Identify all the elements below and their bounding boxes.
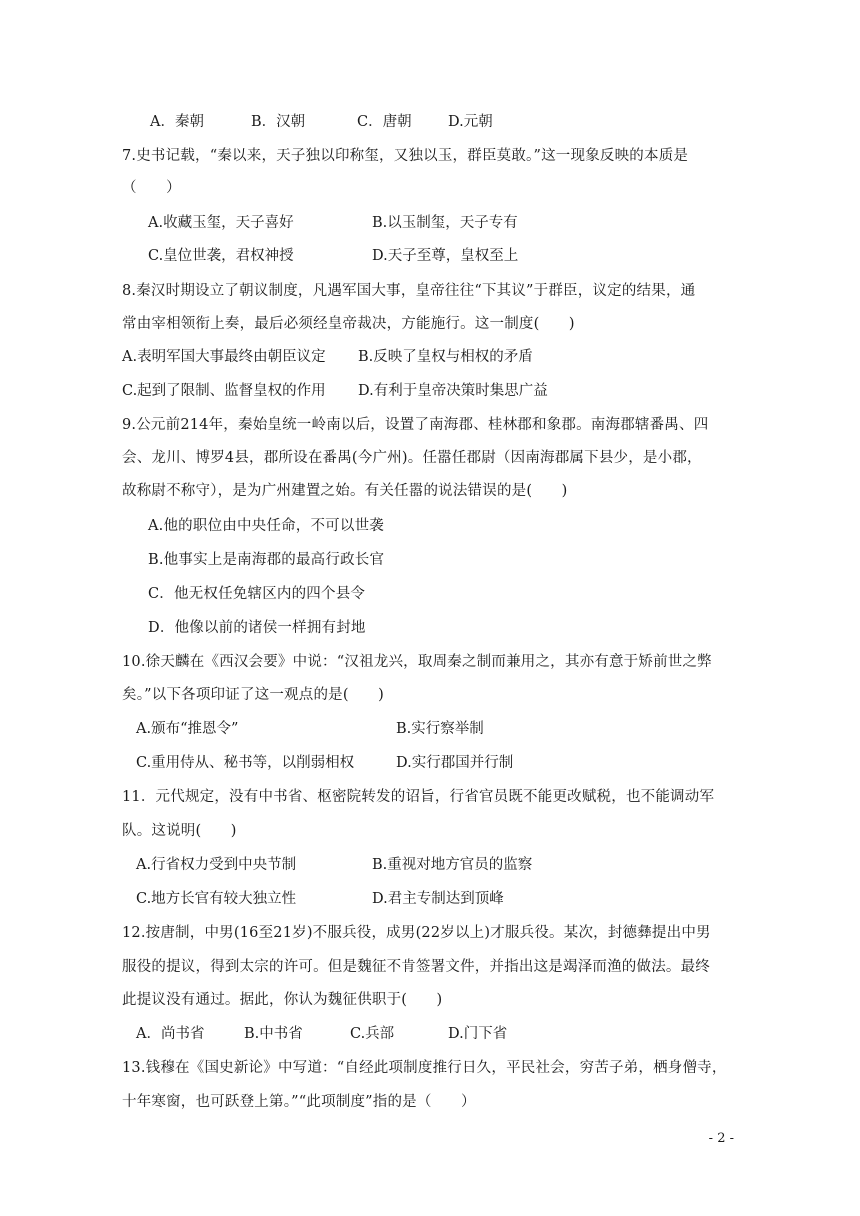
q8-option-b: B.反映了皇权与相权的矛盾 — [358, 349, 533, 365]
q9-stem-line-2: 会、龙川、博罗4县，郡所设在番禺(今广州)。任嚣任郡尉（因南海郡属下县少，是小郡， — [122, 450, 702, 466]
page-number: - 2 - — [708, 1131, 734, 1146]
q13-stem-line-2: 十年寒窗，也可跃登上第。”“此项制度”指的是（ ） — [122, 1094, 476, 1110]
q9-stem-line-1: 9.公元前214年，秦始皇统一岭南以后，设置了南海郡、桂林郡和象郡。南海郡辖番禺、四 — [122, 417, 709, 433]
q10-option-c: C.重用侍从、秘书等，以削弱相权 — [136, 755, 355, 771]
q6-option-d: D.元朝 — [448, 114, 493, 130]
q11-option-a: A.行省权力受到中央节制 — [136, 857, 297, 873]
q9-option-c: C．他无权任免辖区内的四个县令 — [148, 586, 366, 602]
q10-option-b: B.实行察举制 — [396, 721, 484, 737]
q11-option-d: D.君主专制达到顶峰 — [372, 891, 504, 907]
q12-option-d: D.门下省 — [448, 1026, 508, 1042]
q13-stem-line-1: 13.钱穆在《国史新论》中写道：“自经此项制度推行日久，平民社会，穷苦子弟，栖身僧寺， — [122, 1060, 727, 1076]
q7-stem-line-2: （ ） — [122, 180, 181, 196]
q8-option-d: D.有利于皇帝决策时集思广益 — [358, 383, 548, 399]
q12-stem-line-3: 此提议没有通过。据此，你认为魏征供职于( ) — [122, 992, 443, 1008]
q12-option-c: C.兵部 — [350, 1026, 395, 1042]
q8-option-a: A.表明军国大事最终由朝臣议定 — [122, 349, 326, 365]
q8-stem-line-1: 8.秦汉时期设立了朝议制度，凡遇军国大事，皇帝往往“下其议”于群臣，议定的结果，通 — [122, 283, 696, 299]
q7-option-d: D.天子至尊，皇权至上 — [372, 248, 519, 264]
q8-stem-line-2: 常由宰相领衔上奏，最后必须经皇帝裁决，方能施行。这一制度( ) — [122, 316, 575, 332]
q7-option-a: A.收藏玉玺，天子喜好 — [148, 215, 294, 231]
q11-option-b: B.重视对地方官员的监察 — [372, 857, 533, 873]
q11-option-c: C.地方长官有较大独立性 — [136, 891, 297, 907]
q12-option-a: A．尚书省 — [136, 1026, 205, 1042]
q11-stem-line-2: 队。这说明( ) — [122, 823, 237, 839]
q10-option-d: D.实行郡国并行制 — [396, 755, 514, 771]
q8-option-c: C.起到了限制、监督皇权的作用 — [122, 383, 326, 399]
q9-option-b: B.他事实上是南海郡的最高行政长官 — [148, 552, 385, 568]
q9-option-a: A.他的职位由中央任命，不可以世袭 — [148, 518, 384, 534]
q6-option-b: B．汉朝 — [251, 114, 306, 130]
q9-option-d: D．他像以前的诸侯一样拥有封地 — [148, 620, 366, 636]
q10-stem-line-1: 10.徐天麟在《西汉会要》中说：“汉祖龙兴，取周秦之制而兼用之，其亦有意于矫前世之弊 — [122, 654, 712, 670]
q12-option-b: B.中书省 — [244, 1026, 303, 1042]
q10-stem-line-2: 矣。”以下各项印证了这一观点的是( ) — [122, 687, 384, 703]
q12-stem-line-2: 服役的提议，得到太宗的许可。但是魏征不肯签署文件，并指出这是竭泽而渔的做法。最终 — [122, 959, 710, 975]
q7-option-b: B.以玉制玺，天子专有 — [372, 215, 518, 231]
q7-option-c: C.皇位世袭，君权神授 — [148, 248, 294, 264]
q7-stem-line-1: 7.史书记载，“秦以来，天子独以印称玺，又独以玉，群臣莫敢。”这一现象反映的本质是 — [122, 148, 689, 164]
q11-stem-line-1: 11．元代规定，没有中书省、枢密院转发的诏旨，行省官员既不能更改赋税，也不能调动军 — [122, 789, 715, 805]
q10-option-a: A.颁布“推恩令” — [136, 721, 239, 737]
q6-option-c: C．唐朝 — [357, 114, 412, 130]
q9-stem-line-3: 故称尉不称守），是为广州建置之始。有关任嚣的说法错误的是( ) — [122, 483, 568, 499]
q6-option-a: A．秦朝 — [150, 114, 204, 130]
q12-stem-line-1: 12.按唐制，中男(16至21岁)不服兵役，成男(22岁以上)才服兵役。某次，封德彝提出中男 — [122, 925, 711, 941]
